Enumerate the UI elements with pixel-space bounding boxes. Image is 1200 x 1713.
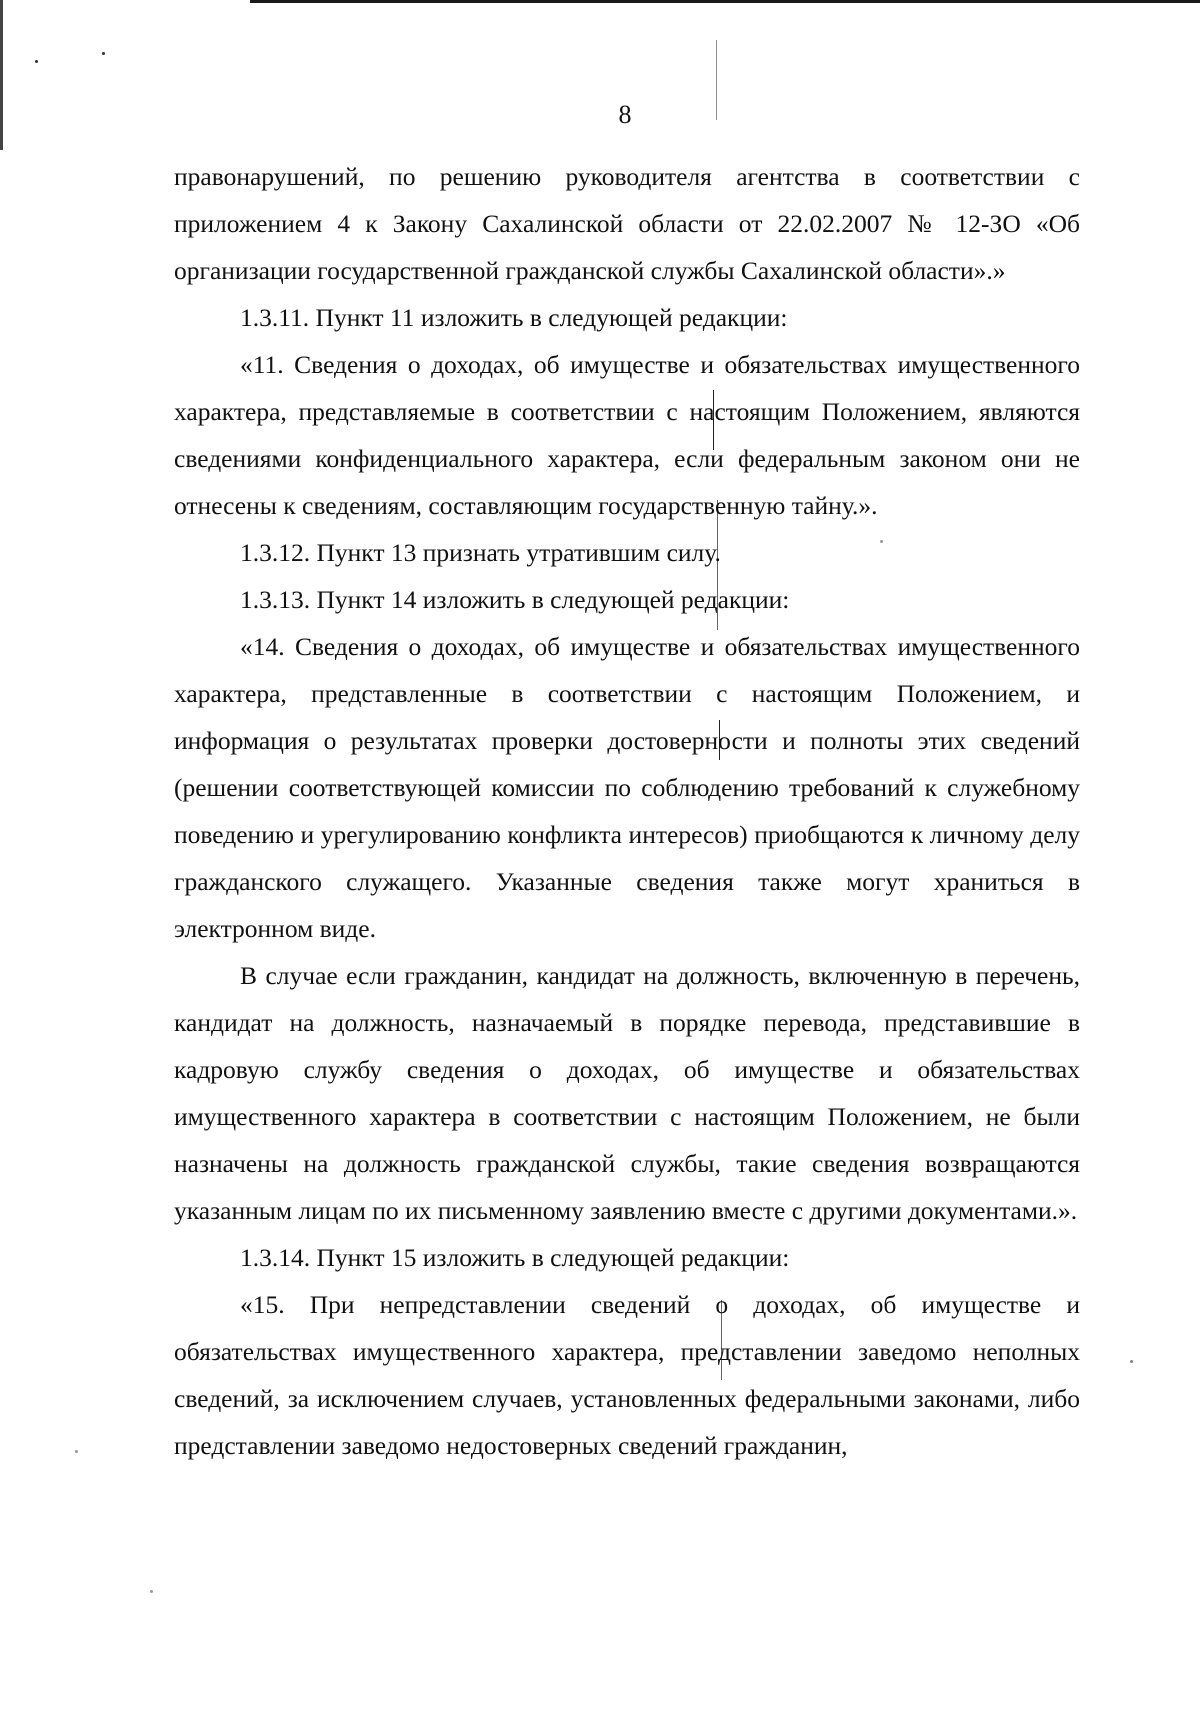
scan-speck xyxy=(150,1590,153,1593)
paragraph-point-14: «14. Сведения о доходах, об имуществе и обязательствах имущественного характера, представленные в соответствии с настоящим Положением, и информация о результатах проверки достоверности и полноты этих сведений (решении соответствующей комиссии по соблюдению требований к служебному поведению и урегулированию конфликта интересов) приобщаются к личному делу гражданского служащего. Указанные сведения также могут храниться в электронном виде. xyxy=(174,632,1080,943)
scan-top-edge xyxy=(250,0,1200,3)
scan-speck xyxy=(1130,1360,1133,1363)
scan-speck xyxy=(75,1450,78,1453)
paragraph-continuation: правонарушений, по решению руководителя агентства в соответствии с приложением 4 к Закону Сахалинской области от 22.02.2007 № 12-ЗО «Об организации государственной гражданской службы Сахалинской области».» xyxy=(174,162,1080,285)
paragraph-point-11: «11. Сведения о доходах, об имуществе и обязательствах имущественного характера, представляемые в соответствии с настоящим Положением, являются сведениями конфиденциального характера, если федеральным законом они не отнесены к сведениям, составляющим государственную тайну.». xyxy=(174,350,1080,520)
paragraph-item-1-3-11: 1.3.11. Пункт 11 изложить в следующей редакции: xyxy=(240,303,788,332)
paragraph-item-1-3-13: 1.3.13. Пункт 14 изложить в следующей редакции: xyxy=(240,585,790,614)
document-body xyxy=(174,153,1080,1469)
paragraph-item-1-3-14: 1.3.14. Пункт 15 изложить в следующей редакции: xyxy=(240,1243,790,1272)
paragraph-point-14-part-2: В случае если гражданин, кандидат на должность, включенную в перечень, кандидат на должность, назначаемый в порядке перевода, представившие в кадровую службу сведения о доходах, об имуществе и обязательствах имущественного характера в соответствии с настоящим Положением, не были назначены на должность гражданской службы, такие сведения возвращаются указанным лицам по их письменному заявлению вместе с другими документами.». xyxy=(174,961,1080,1225)
paragraph-point-15: «15. При непредставлении сведений о доходах, об имуществе и обязательствах имущественного характера, представлении заведомо неполных сведений, за исключением случаев, установленных федеральными законами, либо представлении заведомо недостоверных сведений гражданин, xyxy=(174,1290,1080,1460)
paragraph-item-1-3-12: 1.3.12. Пункт 13 признать утратившим силу. xyxy=(240,538,721,567)
scan-speck xyxy=(102,52,105,55)
page-number: 8 xyxy=(618,100,632,129)
scan-speck xyxy=(35,60,38,63)
